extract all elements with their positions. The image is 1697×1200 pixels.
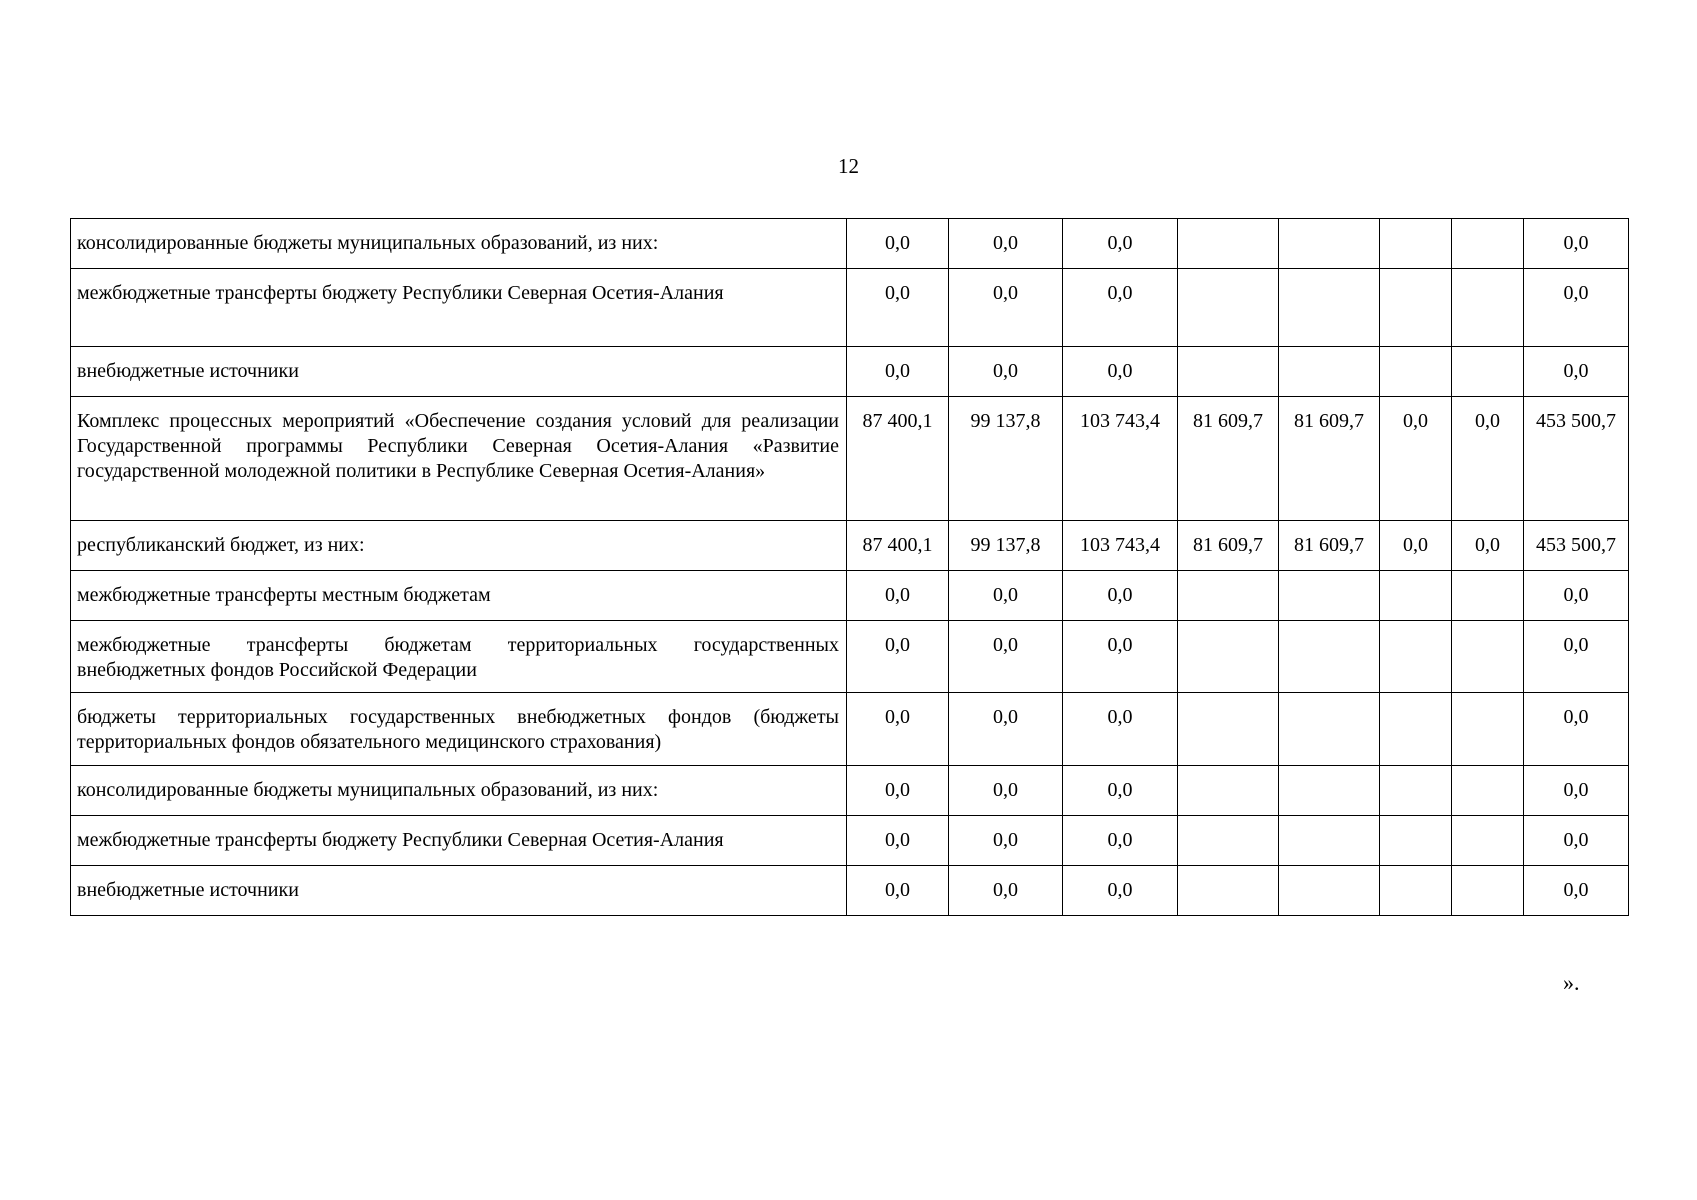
value-cell: 0,0 [847, 621, 949, 693]
value-cell: 0,0 [1524, 816, 1629, 866]
value-cell: 0,0 [1063, 571, 1178, 621]
value-cell: 0,0 [1524, 766, 1629, 816]
value-cell: 0,0 [1524, 571, 1629, 621]
value-cell [1178, 866, 1279, 916]
value-cell: 103 743,4 [1063, 397, 1178, 521]
table-row [71, 816, 1629, 866]
value-cell [1452, 816, 1524, 866]
value-cell: 0,0 [949, 693, 1063, 766]
value-cell [1178, 347, 1279, 397]
value-cell: 0,0 [1524, 693, 1629, 766]
row-label: внебюджетные источники [71, 347, 847, 397]
value-cell: 453 500,7 [1524, 397, 1629, 521]
value-cell [1452, 766, 1524, 816]
value-cell: 0,0 [1063, 866, 1178, 916]
value-cell: 0,0 [1524, 347, 1629, 397]
table-row [71, 766, 1629, 816]
row-label: Комплекс процессных мероприятий «Обеспечение создания условий для реализации Государственной программы Республики Северная Осетия-Алания «Развитие государственной молодежной политики в Республике Северная Осетия-Алания» [71, 397, 847, 521]
value-cell: 81 609,7 [1178, 521, 1279, 571]
value-cell [1380, 766, 1452, 816]
closing-quote: ». [1563, 970, 1580, 995]
value-cell: 81 609,7 [1279, 521, 1380, 571]
value-cell: 0,0 [1063, 816, 1178, 866]
value-cell: 0,0 [847, 866, 949, 916]
value-cell: 0,0 [847, 269, 949, 347]
value-cell [1380, 269, 1452, 347]
value-cell [1279, 571, 1380, 621]
row-label: республиканский бюджет, из них: [71, 521, 847, 571]
value-cell [1178, 219, 1279, 269]
value-cell [1279, 347, 1380, 397]
value-cell: 0,0 [949, 347, 1063, 397]
value-cell: 81 609,7 [1178, 397, 1279, 521]
value-cell: 0,0 [949, 621, 1063, 693]
value-cell: 87 400,1 [847, 397, 949, 521]
page-number: 12 [838, 154, 859, 178]
value-cell: 0,0 [949, 766, 1063, 816]
row-label: межбюджетные трансферты местным бюджетам [71, 571, 847, 621]
value-cell: 0,0 [1063, 347, 1178, 397]
table-row [71, 269, 1629, 347]
value-cell: 0,0 [1380, 397, 1452, 521]
row-label: бюджеты территориальных государственных внебюджетных фондов (бюджеты территориальных фондов обязательного медицинского страхования) [71, 693, 847, 766]
value-cell: 0,0 [1452, 397, 1524, 521]
table-row [71, 219, 1629, 269]
row-label: консолидированные бюджеты муниципальных образований, из них: [71, 219, 847, 269]
value-cell [1178, 693, 1279, 766]
value-cell: 0,0 [847, 816, 949, 866]
value-cell: 0,0 [1380, 521, 1452, 571]
value-cell: 0,0 [949, 269, 1063, 347]
value-cell: 103 743,4 [1063, 521, 1178, 571]
value-cell [1452, 621, 1524, 693]
value-cell [1452, 866, 1524, 916]
value-cell: 0,0 [1063, 766, 1178, 816]
row-label: внебюджетные источники [71, 866, 847, 916]
value-cell: 0,0 [949, 219, 1063, 269]
value-cell: 99 137,8 [949, 397, 1063, 521]
value-cell [1380, 866, 1452, 916]
budget-table [70, 218, 1629, 916]
table-row [71, 521, 1629, 571]
value-cell [1380, 816, 1452, 866]
value-cell: 0,0 [1524, 866, 1629, 916]
value-cell [1279, 269, 1380, 347]
value-cell: 0,0 [949, 571, 1063, 621]
table-row [71, 866, 1629, 916]
value-cell [1380, 693, 1452, 766]
value-cell: 0,0 [1063, 219, 1178, 269]
value-cell: 0,0 [847, 219, 949, 269]
value-cell [1452, 347, 1524, 397]
value-cell: 0,0 [847, 347, 949, 397]
value-cell: 0,0 [1524, 621, 1629, 693]
value-cell [1279, 621, 1380, 693]
table-row [71, 347, 1629, 397]
value-cell [1452, 269, 1524, 347]
value-cell: 87 400,1 [847, 521, 949, 571]
value-cell [1279, 766, 1380, 816]
value-cell [1178, 766, 1279, 816]
value-cell: 0,0 [949, 866, 1063, 916]
value-cell [1452, 571, 1524, 621]
value-cell [1178, 621, 1279, 693]
value-cell [1380, 571, 1452, 621]
table-row [71, 397, 1629, 521]
row-label: межбюджетные трансферты бюджетам территориальных государственных внебюджетных фондов Российской Федерации [71, 621, 847, 693]
value-cell: 0,0 [1452, 521, 1524, 571]
row-label: консолидированные бюджеты муниципальных образований, из них: [71, 766, 847, 816]
value-cell [1279, 816, 1380, 866]
value-cell: 99 137,8 [949, 521, 1063, 571]
value-cell: 453 500,7 [1524, 521, 1629, 571]
value-cell: 0,0 [847, 571, 949, 621]
value-cell [1380, 621, 1452, 693]
table-row [71, 571, 1629, 621]
value-cell [1452, 219, 1524, 269]
value-cell [1279, 693, 1380, 766]
value-cell: 0,0 [949, 816, 1063, 866]
value-cell: 0,0 [1063, 269, 1178, 347]
value-cell: 0,0 [1063, 621, 1178, 693]
value-cell [1279, 866, 1380, 916]
value-cell [1380, 219, 1452, 269]
value-cell [1452, 693, 1524, 766]
value-cell: 0,0 [1524, 219, 1629, 269]
value-cell [1178, 571, 1279, 621]
value-cell [1178, 269, 1279, 347]
budget-table-body [71, 219, 1629, 916]
value-cell [1178, 816, 1279, 866]
value-cell: 0,0 [1063, 693, 1178, 766]
table-row [71, 693, 1629, 766]
row-label: межбюджетные трансферты бюджету Республики Северная Осетия-Алания [71, 816, 847, 866]
value-cell [1380, 347, 1452, 397]
value-cell: 0,0 [847, 693, 949, 766]
value-cell [1279, 219, 1380, 269]
value-cell: 0,0 [1524, 269, 1629, 347]
row-label: межбюджетные трансферты бюджету Республики Северная Осетия-Алания [71, 269, 847, 347]
table-row [71, 621, 1629, 693]
value-cell: 81 609,7 [1279, 397, 1380, 521]
value-cell: 0,0 [847, 766, 949, 816]
